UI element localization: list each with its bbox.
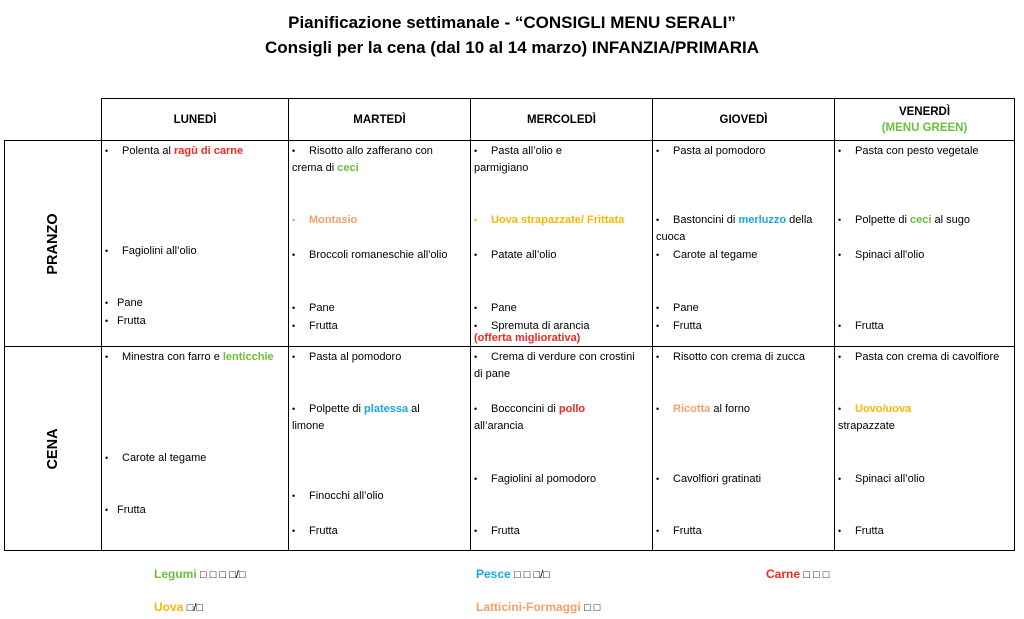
menu-item: • Bocconcini di pollo all’arancia [474,403,586,432]
corner-cell [5,99,102,141]
menu-item: • Polpette di ceci al sugo [838,214,970,226]
row-label-cena: CENA [5,347,102,551]
menu-item: • Frutta [105,315,146,327]
menu-item: • Pasta all’olio e parmigiano [474,145,562,174]
day-header-wednesday: MERCOLEDÌ [471,99,653,141]
menu-item: • Minestra con farro e lenticchie [105,351,274,363]
menu-item: • Pane [105,297,143,309]
pranzo-friday [835,141,1015,347]
menu-item: • Uovo/uova strapazzate [838,403,912,432]
menu-item: • Pasta con pesto vegetale [838,145,979,157]
day-header-thursday: GIOVEDÌ [653,99,835,141]
menu-item: • Pane [292,302,335,314]
menu-item: • Pasta al pomodoro [656,145,766,157]
menu-item: • Pane [656,302,699,314]
menu-item: • Carote al tegame [656,249,758,261]
menu-item: • Risotto allo zafferano con crema di ceci [292,145,433,174]
header-row [5,99,1015,141]
menu-green-note: (MENU GREEN) [881,121,968,134]
menu-item: • Carote al tegame [105,452,207,464]
menu-item: • Polenta al ragù di carne [105,145,244,157]
menu-item: • Pane [474,302,517,314]
menu-item: • Frutta [838,320,884,332]
menu-item: • Pasta con crema di cavolfiore [838,351,1000,363]
menu-item: • Frutta [292,320,338,332]
menu-item: • Frutta [105,504,146,516]
pranzo-row [5,141,1015,347]
menu-item: • Bastoncini di merluzzo della cuoca [656,214,813,243]
menu-item: • Frutta [838,525,884,537]
menu-item: • Spremuta di arancia [474,320,590,332]
row-label-pranzo: PRANZO [5,141,102,347]
legend-latticini: Latticini-Formaggi □ □ [476,600,601,614]
pranzo-wednesday [471,141,653,347]
cena-wednesday [471,347,653,551]
menu-item: • Ricotta al forno [656,403,751,415]
menu-item: • Spinaci all'olio [838,249,925,261]
menu-item: • Uova strapazzate/ Frittata [474,214,625,226]
cena-row [5,347,1015,551]
menu-item: • Frutta [656,525,702,537]
pranzo-thursday [653,141,835,347]
title-line-2: Consigli per la cena (dal 10 al 14 marzo) INFANZIA/PRIMARIA [264,38,760,57]
menu-item: • Crema di verdure con crostini di pane [474,351,635,380]
legend-uova: Uova □/□ [154,600,204,614]
menu-item-note: (offerta migliorativa) [474,332,581,344]
menu-item: • Frutta [292,525,338,537]
pranzo-monday [102,141,289,347]
legend-legumi: Legumi □ □ □ □/□ [154,567,246,581]
menu-item: • Frutta [474,525,520,537]
menu-item: • Frutta [656,320,702,332]
legend-pesce: Pesce □ □ □/□ [476,567,550,581]
cena-friday [835,347,1015,551]
cena-monday [102,347,289,551]
menu-item: • Fagiolini all’olio [105,245,197,257]
day-header-monday: LUNEDÌ [102,99,289,141]
weekly-menu-table [4,98,1015,551]
menu-item: • Finocchi all’olio [292,490,384,502]
menu-item: • Cavolfiori gratinati [656,473,762,485]
day-header-friday: VENERDÌ (MENU GREEN) [835,99,1015,141]
pranzo-tuesday [289,141,471,347]
menu-item: • Montasio [292,214,358,226]
menu-item: • Fagiolini al pomodoro [474,473,597,485]
menu-item: • Risotto con crema di zucca [656,351,806,363]
cena-tuesday [289,347,471,551]
title-line-1: Pianificazione settimanale - “CONSIGLI MENU SERALI” [288,13,736,32]
menu-item: • Pasta al pomodoro [292,351,402,363]
menu-item: • Spinaci all’olio [838,473,925,485]
menu-item: • Polpette di platessa al limone [292,403,420,432]
cena-thursday [653,347,835,551]
legend-carne: Carne □ □ □ [766,567,830,581]
menu-item: • Broccoli romaneschie all'olio [292,249,448,261]
day-header-tuesday: MARTEDÌ [289,99,471,141]
menu-item: • Patate all’olio [474,249,557,261]
